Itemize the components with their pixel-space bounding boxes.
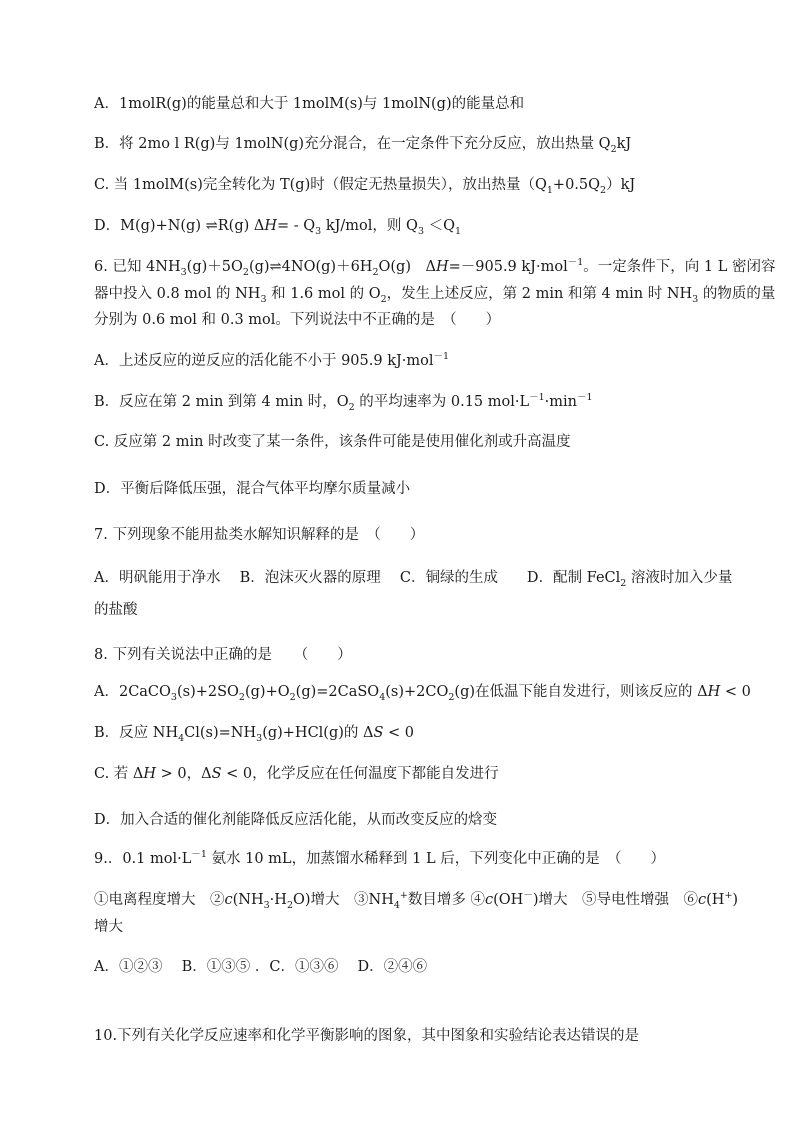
q7-stem: 7. 下列现象不能用盐类水解知识解释的是 （ ） bbox=[94, 527, 425, 543]
q9-items-line1: ①电离程度增大 $②c(NH_3\cdot H_2O)$增大 $③NH_4^+$数目增多 ④c(OH－)增大 ⑤导电性增强 ⑥c(H+) bbox=[94, 890, 739, 911]
q7-options-line2: 的盐酸 bbox=[94, 602, 138, 618]
q5-option-c: C. 当 1molM(s)完全转化为 T(g)时（假定无热量损失），放出热量$(Q_1+0.5Q_2)kJ$ bbox=[94, 177, 636, 196]
q10-stem: 10.下列有关化学反应速率和化学平衡影响的图象，其中图象和实验结论表达错误的是 bbox=[94, 1028, 640, 1044]
q9-stem: 9.．0.1 $mol\cdot L^{-1}$ 氨水 10 mL，加蒸馏水稀释到 1 L 后，下列变化中正确的是 （ ） bbox=[94, 849, 665, 867]
q8-option-c: C. 若 ΔH > 0，ΔS < 0，化学反应在任何温度下都能自发进行 bbox=[94, 766, 499, 782]
q6-option-c: C. 反应第 2 min 时改变了某一条件，该条件可能是使用催化剂或升高温度 bbox=[94, 434, 571, 450]
q7-options-line1: A．明矾能用于净水 B．泡沫灭火器的原理 C．铜绿的生成 D．配制 FeCl$_2$ 溶液时加入少量 bbox=[94, 570, 733, 589]
q5-option-a: A．1molR(g)的能量总和大于 1molM(s)与 1molN(g)的能量总和 bbox=[94, 96, 525, 112]
q8-stem: 8. 下列有关说法中正确的是 （ ） bbox=[94, 647, 352, 663]
q9-items-line2: 增大 bbox=[94, 919, 123, 935]
q8-option-a: A．$2CaCO_3(s)+2SO_2(g)+O_2(g)=2CaSO_4(s)+2CO_2(g)$在低温下能自发进行，则该反应的 ΔH < 0 bbox=[94, 684, 751, 703]
q6-stem-line3: 分别为 0.6 mol 和 0.3 mol。下列说法中不正确的是 （ ） bbox=[94, 312, 501, 328]
q6-stem-line1: 6. 已知 $4NH_3(g)+5O_2(g)\rightleftharpoons 4NO(g)+6H_2O(g)$ ΔH=－905.9 kJ·mol$^{-1}$。一定条件下，向 1 L 密闭容 bbox=[94, 257, 776, 278]
q5-option-b: B．将 2mo l R(g)与 1molN(g)充分混合，在一定条件下充分反应，放出热量 $Q_2kJ$ bbox=[94, 136, 632, 155]
q9-options: A．①②③ B．①③⑤ ．C．①③⑥ D．②④⑥ bbox=[94, 959, 428, 975]
q5-option-d: D．M(g)+N(g) ⇌R(g) $\Delta H= - Q_3$ kJ/mol，则 $Q_3 <Q_1$ bbox=[94, 218, 462, 237]
q8-option-b: B．反应 $NH_4Cl(s)=NH_3(g)+HCl(g)$的 ΔS < 0 bbox=[94, 725, 415, 744]
q6-option-a: A．上述反应的逆反应的活化能不小于 905.9 kJ·mol$^{-1}$ bbox=[94, 351, 450, 369]
q6-option-d: D．平衡后降低压强，混合气体平均摩尔质量减小 bbox=[94, 481, 411, 497]
q6-stem-line2: 器中投入 0.8 mol 的 $NH_3$ 和 1.6 mol 的 $O_2$，发生上述反应，第 2 min 和第 4 min 时 $NH_3$ 的物质的量 bbox=[94, 286, 776, 305]
q6-option-b: B．反应在第 2 min 到第 4 min 时，$O_2$ 的平均速率为 0.15 $mol\cdot L^{-1}\cdot\min^{-1}$ bbox=[94, 392, 593, 413]
q8-option-d: D．加入合适的催化剂能降低反应活化能，从而改变反应的焓变 bbox=[94, 812, 498, 828]
